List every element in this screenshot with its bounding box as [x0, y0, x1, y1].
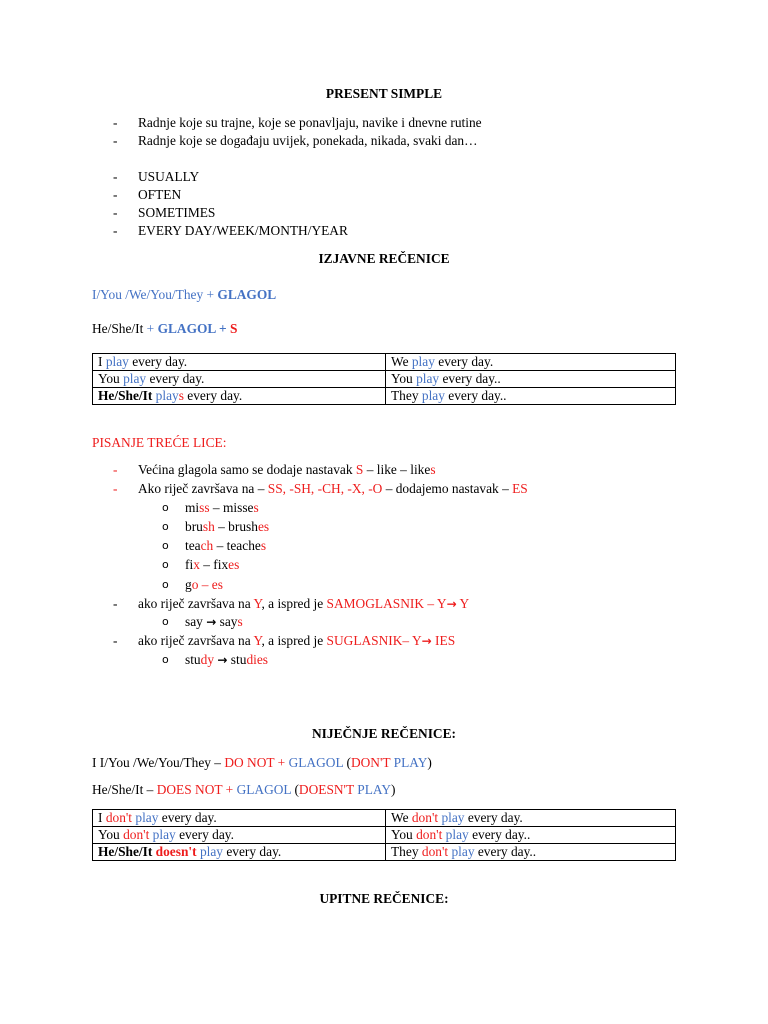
arrow-right-icon: →: [446, 597, 457, 611]
affirmative-table: [92, 353, 676, 405]
dash-marker: -: [113, 169, 118, 184]
page-title: PRESENT SIMPLE: [325, 86, 443, 101]
table-cell: They don't play every day..: [386, 844, 676, 861]
table-cell: You don't play every day.: [93, 827, 386, 844]
table-row: [93, 810, 676, 827]
table-cell: We don't play every day.: [386, 810, 676, 827]
negative-formula-third-person: He/She/It – DOES NOT + GLAGOL (DOESN'T PLAY): [92, 782, 396, 797]
dash-marker: -: [113, 481, 118, 496]
table-row: [93, 388, 676, 405]
circle-bullet-icon: o: [162, 653, 169, 666]
dash-marker: -: [113, 633, 118, 648]
document-page: PRESENT SIMPLE - Radnje koje su trajne, koje se ponavljaju, navike i dnevne rutine - Radnje koje se događaju uvijek, ponekada, nikada, svaki dan… - USUALLY - OFTEN - SOMETIMES - EVERY DAY/WEEK/MONTH/YEAR IZJAVNE REČENICE I/You /We/You/They + GLAGOL He/She/It + GLAGOL + S I play every day. We play every day. You play every day. You play every day.. He/She/It plays every day. They play every day.. PISANJE TREĆE LICE: - Većina glagola samo se dodaje nastavak S – like – likes - Ako riječ završava na – SS, -SH, -CH, -X, -O – dodajemo nastavak – ES o miss – misses o brush – brushes o teach – teaches o fix – fixes o go – es - ako riječ završava na Y, a ispred je SAMOGLASNIK – Y→ Y o say → says - ako riječ završava na Y, a ispred je SUGLASNIK– Y→ IES o study → studies NIJEČNJE REČENICE: I I/You /We/You/They – DO NOT + GLAGOL (DON'T PLAY) He/She/It – DOES NOT + GLAGOL (DOESN'T PLAY) I don't play every day. We don't play every day. You don't play every day. You don't play every day.. He/She/It doesn't play every day. They don't play every day.. UPITNE REČENICE:: [0, 0, 768, 1024]
dash-marker: -: [113, 133, 118, 148]
circle-bullet-icon: o: [162, 539, 169, 552]
table-cell: He/She/It doesn't play every day.: [93, 844, 386, 861]
circle-bullet-icon: o: [162, 558, 169, 571]
arrow-right-icon: →: [206, 615, 217, 629]
negative-table: [92, 809, 676, 861]
arrow-right-icon: →: [217, 653, 228, 667]
negative-formula-plural: I I/You /We/You/They – DO NOT + GLAGOL (DON'T PLAY): [92, 755, 432, 770]
dash-marker: -: [113, 223, 118, 238]
table-row: [93, 371, 676, 388]
table-row: [93, 354, 676, 371]
dash-marker: -: [113, 462, 118, 477]
section-heading-affirmative: IZJAVNE REČENICE: [318, 251, 450, 266]
section-heading-third-person: PISANJE TREĆE LICE:: [92, 435, 227, 450]
arrow-right-icon: →: [421, 634, 432, 648]
table-cell: We play every day.: [386, 354, 676, 371]
table-cell: You don't play every day..: [386, 827, 676, 844]
section-heading-negative: NIJEČNJE REČENICE:: [312, 726, 456, 741]
circle-bullet-icon: o: [162, 520, 169, 533]
dash-marker: -: [113, 115, 118, 130]
dash-marker: -: [113, 596, 118, 611]
table-row: [93, 844, 676, 861]
table-cell: I don't play every day.: [93, 810, 386, 827]
circle-bullet-icon: o: [162, 578, 169, 591]
circle-bullet-icon: o: [162, 501, 169, 514]
table-cell: You play every day..: [386, 371, 676, 388]
formula-third-person: He/She/It + GLAGOL + S: [92, 321, 238, 336]
table-cell: You play every day.: [93, 371, 386, 388]
dash-marker: -: [113, 205, 118, 220]
circle-bullet-icon: o: [162, 615, 169, 628]
dash-marker: -: [113, 187, 118, 202]
table-row: [93, 827, 676, 844]
section-heading-questions: UPITNE REČENICE:: [319, 891, 449, 906]
table-cell: They play every day..: [386, 388, 676, 405]
formula-plural: I/You /We/You/They + GLAGOL: [92, 287, 277, 302]
table-cell: He/She/It plays every day.: [93, 388, 386, 405]
table-cell: I play every day.: [93, 354, 386, 371]
